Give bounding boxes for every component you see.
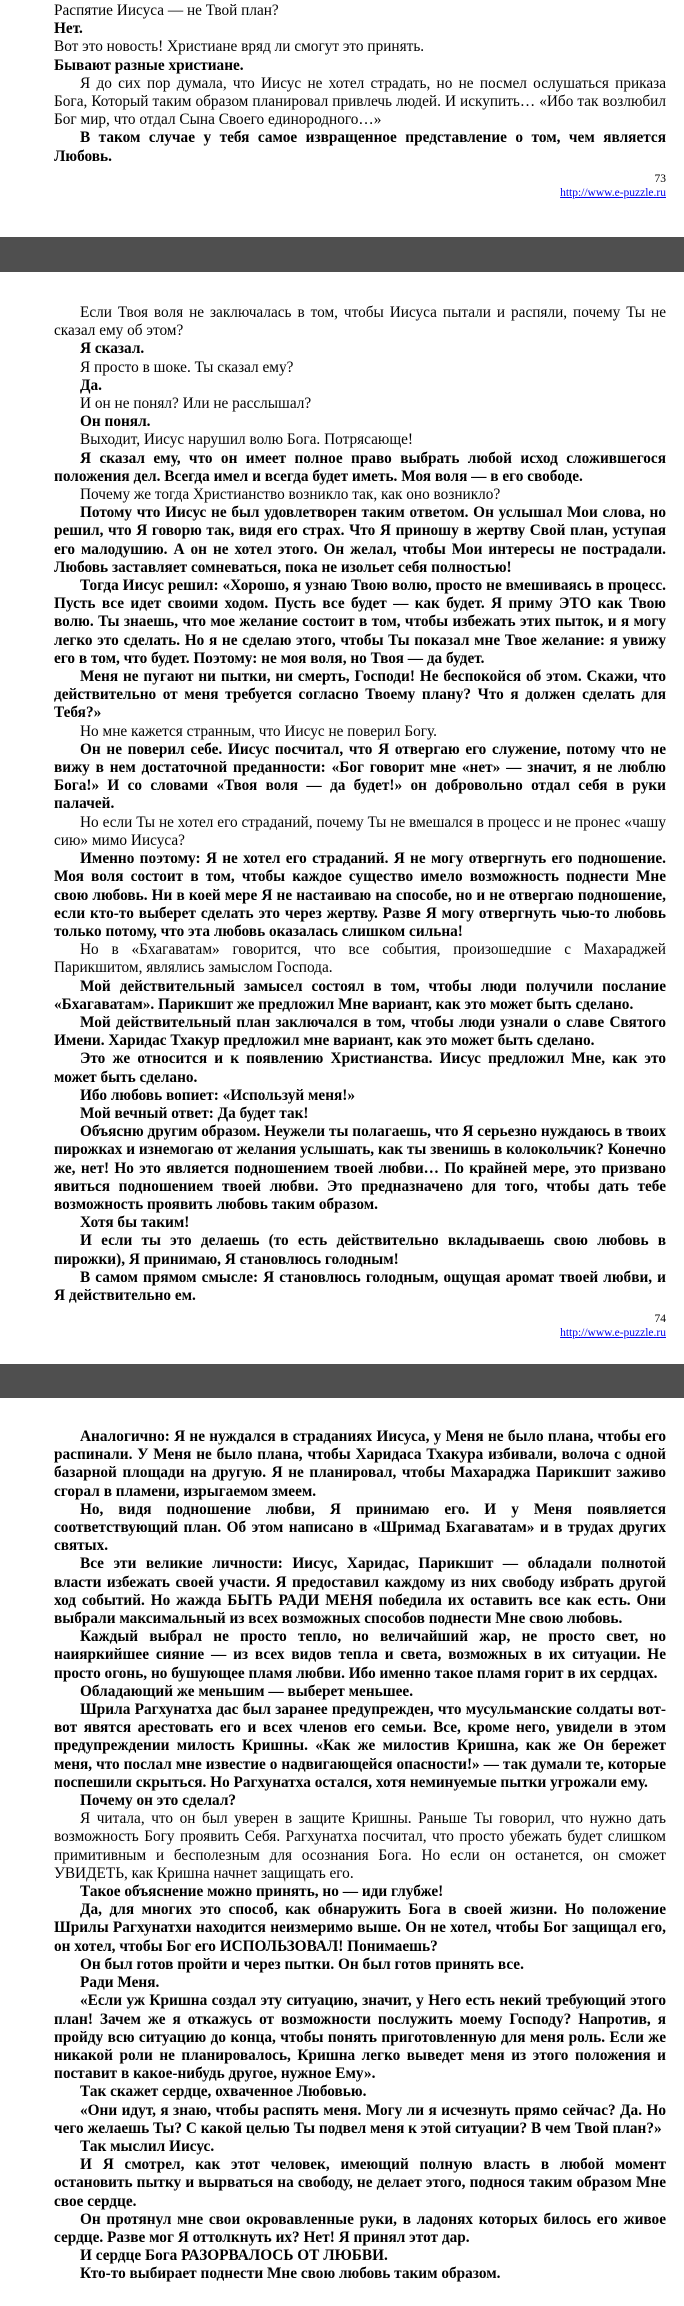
- page-footer: [560, 172, 666, 200]
- paragraph: Именно поэтому: Я не хотел его страданий. Я не могу отвергнуть его подношение. Моя воля состоит в том, чтобы каждое существо имело возможность поднести Мне свою любовь. Ни в коей мере Я не настаиваю на способе, но и не отвергаю подношение, если кто-то выберет сделать это через жертву. Разве Я могу отвергнуть чью-то любовь только потому, что эта любовь оказалась слишком сильна!: [54, 850, 666, 940]
- paragraph: «Если уж Кришна создал эту ситуацию, значит, у Него есть некий требующий этого план! Зачем же я откажусь от возможности послужить моему Господу? Напротив, я пройду всю ситуацию до конца, чтобы понять приготовленную для меня роль. Если же никакой роли не планировалось, Кришна легко выведет меня из этого положения и поставит в какое-нибудь другое, нужное Ему».: [54, 1992, 666, 2083]
- paragraph: И если ты это делаешь (то есть действительно вкладываешь свою любовь в пирожки), Я принимаю, Я становлюсь голодным!: [54, 1232, 666, 1268]
- paragraph: Мой действительный план заключался в том, чтобы люди узнали о славе Святого Имени. Харидас Тхакур предложил мне вариант, как это может быть сделано.: [54, 1013, 666, 1050]
- paragraph: Нет.: [54, 20, 83, 38]
- paragraph: Он не поверил себе. Иисус посчитал, что Я отвергаю его служение, потому что не вижу в нем достаточной преданности: «Бог говорит мне «нет» — значит, я не люблю Бога!» И со словами «Твоя воля — да будет!» он добровольно отдал себя в руки палачей.: [54, 740, 666, 813]
- document-page-73: [0, 0, 684, 237]
- paragraph: Но мне кажется странным, что Иисус не поверил Богу.: [80, 722, 437, 740]
- paragraph: Распятие Иисуса — не Твой план?: [54, 2, 279, 19]
- document-page-75: [0, 1398, 684, 2306]
- paragraph: Вот это новость! Христиане вряд ли смогут это принять.: [54, 38, 425, 56]
- paragraph: Почему же тогда Христианство возникло так, как оно возникло?: [80, 486, 501, 504]
- page-separator: [0, 1364, 684, 1398]
- paragraph: Так скажет сердце, охваченное Любовью.: [80, 2083, 367, 2101]
- paragraph: Я сказал ему, что он имеет полное право выбрать любой исход сложившегося положения дел. Всегда имел и всегда будет иметь. Моя воля — в его свободе.: [54, 449, 666, 485]
- document-page-74: [0, 272, 684, 1364]
- paragraph: Обладающий же меньшим — выберет меньшее.: [80, 1682, 414, 1700]
- page-number: 73: [654, 173, 666, 185]
- paragraph: Такое объяснение можно принять, но — иди глубже!: [80, 1883, 444, 1901]
- paragraph: Ибо любовь вопиет: «Используй меня!»: [80, 1086, 356, 1104]
- paragraph: Бывают разные христиане.: [54, 56, 244, 74]
- paragraph: В таком случае у тебя самое извращенное представление о том, чем является Любовь.: [54, 129, 666, 165]
- paragraph: Кто-то выбирает поднести Мне свою любовь таким образом.: [80, 2265, 501, 2283]
- paragraph: Да, для многих это способ, как обнаружить Бога в своей жизни. Но положение Шрилы Рагхунатхи находится неизмеримо выше. Он не хотел, чтобы Бог защищал его, он хотел, чтобы Бог его ИСПОЛЬЗОВАЛ! Понимаешь?: [54, 1901, 666, 1955]
- page-text: [54, 0, 666, 166]
- paragraph: И сердце Бога РАЗОРВАЛОСЬ ОТ ЛЮБВИ.: [80, 2247, 388, 2265]
- paragraph: Он понял.: [80, 413, 151, 431]
- site-link[interactable]: http://www.e-puzzle.ru: [560, 187, 666, 199]
- paragraph: Но если Ты не хотел его страданий, почему Ты не вмешался в процесс и не пронес «чашу сию» мимо Иисуса?: [54, 813, 666, 849]
- paragraph: Но в «Бхагаватам» говорится, что все события, произошедшие с Махараджей Парикшитом, являлись замыслом Господа.: [54, 941, 666, 977]
- paragraph: Тогда Иисус решил: «Хорошо, я узнаю Твою волю, просто не вмешиваясь в процесс. Пусть все идет своими ходом. Пусть все будет — как будет. Я приму ЭТО как Твою волю. Ты знаешь, что мое желание состоит в том, чтобы избежать этих пыток, и я могу легко это сделать. Но я не сделаю этого, чтобы Ты показал мне Твое желание: я увижу его в том, что будет. Поэтому: не моя воля, но Твоя — да будет.: [54, 577, 666, 667]
- paragraph: Меня не пугают ни пытки, ни смерть, Господи! Не беспокойся об этом. Скажи, что действительно от меня требуется согласно Твоему плану? Что я должен сделать для Тебя?»: [54, 668, 666, 722]
- page-separator: [0, 237, 684, 272]
- paragraph: Он был готов пройти и через пытки. Он был готов принять все.: [80, 1955, 524, 1973]
- page-number: 74: [654, 1313, 666, 1325]
- paragraph: Это же относится и к появлению Христианства. Иисус предложил Мне, как это может быть сделано.: [54, 1050, 666, 1086]
- paragraph: И он не понял? Или не расслышал?: [80, 395, 312, 413]
- paragraph: Мой вечный ответ: Да будет так!: [80, 1104, 309, 1122]
- paragraph: Все эти великие личности: Иисус, Харидас, Парикшит — обладали полнотой власти избежать своей участи. Я предоставил каждому из них свободу избрать другой ход событий. Но жажда БЫТЬ РАДИ МЕНЯ победила их оставить все как есть. Они выбрали максимальный из всех возможных способов поднести Мне свою любовь.: [54, 1555, 666, 1628]
- paragraph: Шрила Рагхунатха дас был заранее предупрежден, что мусульманские солдаты вот-вот явятся арестовать его и всех членов его семьи. Все, кроме него, увидели в этом предупреждении милость Кришны. «Как же милостив Кришна, как же Он бережет меня, что послал мне известие о надвигающейся опасности!» — так думали те, которые поспешили скрыться. Но Рагхунатха остался, хотя неминуемые пытки угрожали ему.: [54, 1701, 666, 1791]
- paragraph: Я сказал.: [80, 340, 145, 358]
- paragraph: Да.: [80, 376, 102, 394]
- paragraph: Я до сих пор думала, что Иисус не хотел страдать, но не посмел ослушаться приказа Бога, Который таким образом планировал привлечь людей. И искупить… «Ибо так возлюбил Бог мир, что отдал Сына Своего единородного…»: [54, 74, 666, 129]
- site-link[interactable]: http://www.e-puzzle.ru: [560, 1327, 666, 1339]
- page-text: [54, 272, 666, 1305]
- page-text: [54, 1398, 666, 2284]
- paragraph: Почему он это сделал?: [80, 1792, 237, 1810]
- paragraph: Ради Меня.: [80, 1974, 160, 1992]
- paragraph: И Я смотрел, как этот человек, имеющий полную власть в любой момент остановить пытку и вырваться на свободу, не делает этого, поднося таким образом Мне свое сердце.: [54, 2156, 666, 2210]
- paragraph: Потому что Иисус не был удовлетворен таким ответом. Он услышал Мои слова, но решил, что Я говорю так, видя его страх. Что Я приношу в жертву Свой план, уступая его малодушию. А он не хотел этого. Он желал, чтобы Мои интересы не пострадали. Любовь заставляет сомневаться, пока не изольет себя полностью!: [54, 504, 666, 576]
- paragraph: Мой действительный замысел состоял в том, чтобы люди получили послание «Бхагаватам». Парикшит же предложил Мне вариант, как это может быть сделано.: [54, 977, 666, 1013]
- paragraph: В самом прямом смысле: Я становлюсь голодным, ощущая аромат твоей любви, и Я действительно ем.: [54, 1268, 666, 1304]
- page-footer: [560, 1312, 666, 1340]
- paragraph: Если Твоя воля не заключалась в том, чтобы Иисуса пытали и распяли, почему Ты не сказал ему об этом?: [54, 304, 666, 340]
- paragraph: Объясню другим образом. Неужели ты полагаешь, что Я серьезно нуждаюсь в твоих пирожках и изнемогаю от желания услышать, как ты звенишь в колокольчик? Конечно же, нет! Но это является подношением твоей любви… По крайней мере, это призвано явиться подношением твоей любви. Это предназначено для того, чтобы дать тебе возможность проявить любовь таким образом.: [54, 1123, 666, 1213]
- paragraph: Хотя бы таким!: [80, 1214, 190, 1232]
- paragraph: Каждый выбрал не просто тепло, но величайший жар, не просто свет, но наияркийшее сияние — из всех видов тепла и света, возможных в их ситуации. Не просто огонь, но бушующее пламя любви. Ибо именно такое пламя горит в их сердцах.: [54, 1628, 666, 1682]
- paragraph: Он протянул мне свои окровавленные руки, в ладонях которых билось его живое сердце. Разве мог Я оттолкнуть их? Нет! Я принял этот дар.: [54, 2210, 666, 2246]
- paragraph: Выходит, Иисус нарушил волю Бога. Потрясающе!: [80, 431, 413, 449]
- paragraph: «Они идут, я знаю, чтобы распять меня. Могу ли я исчезнуть прямо сейчас? Да. Но чего желаешь Ты? С какой целью Ты подвел меня к этой ситуации? В чем Твой план?»: [54, 2101, 666, 2137]
- paragraph: Аналогично: Я не нуждался в страданиях Иисуса, у Меня не было плана, чтобы его распинали. У Меня не было плана, чтобы Харидаса Тхакура избивали, волоча с одной базарной площади на другую. Я не планировал, чтобы Махараджа Парикшит заживо сгорал в пламени, изрыгаемом змеем.: [54, 1428, 666, 1500]
- paragraph: Так мыслил Иисус.: [80, 2137, 215, 2155]
- paragraph: Я просто в шоке. Ты сказал ему?: [80, 358, 294, 376]
- paragraph: Но, видя подношение любви, Я принимаю его. И у Меня появляется соответствующий план. Об этом написано в «Шримад Бхагаватам» и в трудах других святых.: [54, 1500, 666, 1555]
- paragraph: Я читала, что он был уверен в защите Кришны. Раньше Ты говорил, что нужно дать возможность Богу проявить Себя. Рагхунатха посчитал, что просто убежать будет слишком примитивным и бесполезным для осознания Бога. Но если он останется, он сможет УВИДЕТЬ, как Кришна начнет защищать его.: [54, 1810, 666, 1882]
